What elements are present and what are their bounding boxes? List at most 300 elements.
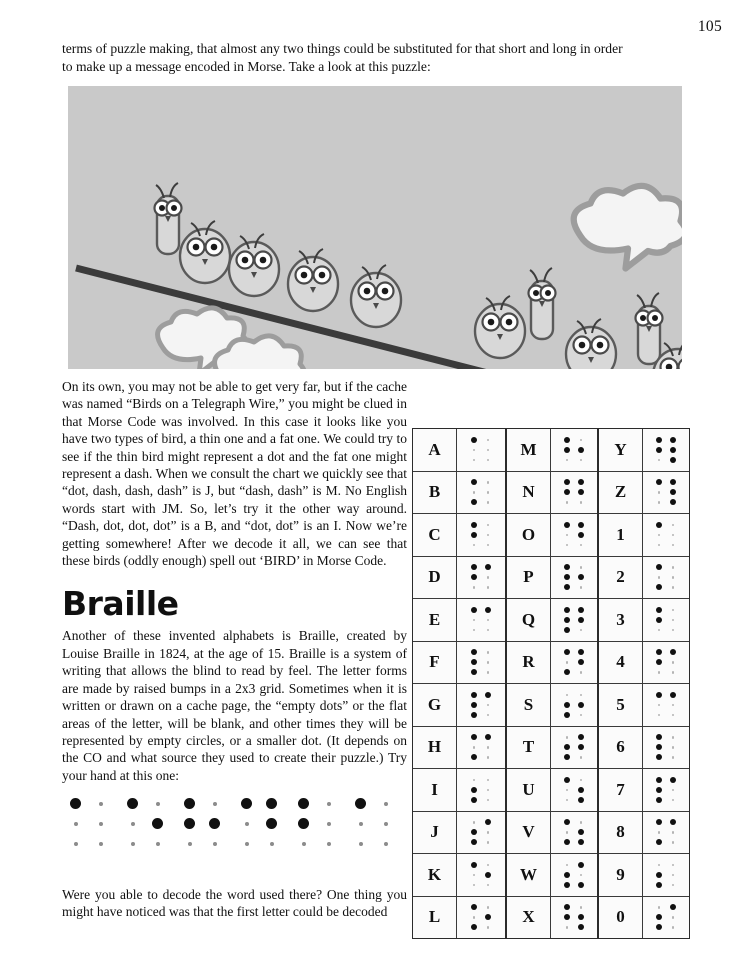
closing-paragraph: Were you able to decode the word used there? One thing you might have noticed was that the first letter could be decoded: [62, 887, 407, 920]
braille-dot-raised: [209, 818, 220, 829]
chart-letter-label: E: [413, 599, 457, 641]
braille-dot-flat: [213, 802, 217, 806]
chart-letter-label: 6: [599, 727, 643, 769]
braille-dot-raised: [471, 669, 477, 675]
braille-dot-flat: [672, 609, 675, 612]
braille-dot-raised: [578, 839, 584, 845]
chart-braille-cell-R: [564, 649, 584, 675]
braille-dot-flat: [580, 501, 583, 504]
braille-dot-raised: [471, 787, 477, 793]
braille-dot-flat: [487, 629, 490, 632]
braille-dot-raised: [656, 914, 662, 920]
chart-letter-label: C: [413, 514, 457, 556]
braille-dot-flat: [672, 524, 675, 527]
left-text-column: [62, 378, 407, 784]
braille-dot-flat: [580, 756, 583, 759]
chart-row-S: [507, 683, 597, 726]
chart-letter-label: J: [413, 812, 457, 854]
braille-dot-raised: [656, 872, 662, 878]
braille-dot-flat: [188, 842, 192, 846]
braille-dot-flat: [473, 884, 476, 887]
braille-dot-raised: [564, 839, 570, 845]
chart-row-O: [507, 513, 597, 556]
chart-row-N: [507, 471, 597, 514]
chart-letter-label: 1: [599, 514, 643, 556]
chart-braille-cell-9: [656, 862, 676, 888]
braille-dot-raised: [670, 692, 676, 698]
braille-dot-flat: [658, 534, 661, 537]
braille-dot-flat: [74, 822, 78, 826]
page-number: 105: [697, 18, 722, 35]
chart-letter-label: X: [507, 897, 551, 939]
chart-row-J: [413, 811, 505, 854]
braille-dot-flat: [658, 629, 661, 632]
puzzle-braille-cell-2: [127, 798, 163, 849]
chart-braille-cell-0: [656, 904, 676, 930]
braille-dot-raised: [656, 659, 662, 665]
chart-letter-label: P: [507, 557, 551, 599]
chart-braille-cell-A: [471, 437, 491, 463]
braille-dot-raised: [656, 744, 662, 750]
braille-dot-flat: [672, 576, 675, 579]
braille-dot-flat: [566, 789, 569, 792]
braille-dot-raised: [564, 617, 570, 623]
braille-dot-flat: [672, 916, 675, 919]
braille-dot-raised: [564, 904, 570, 910]
braille-dot-flat: [473, 586, 476, 589]
braille-dot-raised: [578, 522, 584, 528]
braille-dot-raised: [578, 914, 584, 920]
chart-column-3: [597, 429, 689, 938]
braille-paragraph: Another of these invented alphabets is Braille, created by Louise Braille in 1824, at the age of 15. Braille is a system of writing that allows the blind to read by feel. The letter forms are made by raised bumps in a 2x3 grid. Sometimes when it is written or drawn on a cache page, the “empty dots” or the flat areas of the letter, will be blank, and other times they will be represented by empty circles, or a smaller dot. (It depends on the CO and what source they used to create their puzzle.) Try your hand at this one:: [62, 628, 407, 783]
chart-braille-pattern: [457, 854, 505, 896]
braille-dot-raised: [184, 818, 195, 829]
braille-dot-flat: [566, 694, 569, 697]
chart-letter-label: G: [413, 684, 457, 726]
braille-dot-raised: [578, 479, 584, 485]
braille-dot-raised: [578, 649, 584, 655]
chart-column-2: [505, 429, 597, 938]
braille-dot-flat: [74, 842, 78, 846]
braille-dot-raised: [656, 649, 662, 655]
braille-dot-flat: [672, 789, 675, 792]
chart-braille-pattern: [643, 429, 689, 471]
braille-dot-flat: [99, 802, 103, 806]
chart-letter-label: V: [507, 812, 551, 854]
braille-dot-flat: [672, 544, 675, 547]
chart-braille-pattern: [643, 769, 689, 811]
braille-dot-flat: [131, 822, 135, 826]
chart-braille-cell-D: [471, 564, 491, 590]
braille-dot-raised: [485, 734, 491, 740]
braille-dot-raised: [564, 712, 570, 718]
chart-braille-pattern: [551, 599, 597, 641]
chart-letter-label: O: [507, 514, 551, 556]
braille-dot-raised: [578, 797, 584, 803]
chart-letter-label: H: [413, 727, 457, 769]
braille-dot-flat: [487, 906, 490, 909]
braille-dot-flat: [487, 544, 490, 547]
chart-letter-label: 3: [599, 599, 643, 641]
braille-dot-flat: [156, 842, 160, 846]
chart-letter-label: 0: [599, 897, 643, 939]
braille-dot-raised: [564, 754, 570, 760]
braille-dot-raised: [564, 882, 570, 888]
braille-dot-raised: [656, 584, 662, 590]
braille-dot-raised: [471, 437, 477, 443]
chart-braille-pattern: [457, 642, 505, 684]
braille-dot-flat: [487, 491, 490, 494]
braille-dot-raised: [471, 649, 477, 655]
chart-braille-cell-M: [564, 437, 584, 463]
braille-dot-flat: [487, 671, 490, 674]
braille-dot-raised: [578, 574, 584, 580]
braille-dot-raised: [485, 819, 491, 825]
braille-dot-raised: [656, 787, 662, 793]
braille-dot-flat: [672, 671, 675, 674]
braille-dot-flat: [580, 779, 583, 782]
braille-dot-raised: [564, 447, 570, 453]
braille-dot-raised: [241, 798, 252, 809]
braille-dot-raised: [578, 489, 584, 495]
chart-row-1: [599, 513, 689, 556]
chart-letter-label: 5: [599, 684, 643, 726]
chart-braille-pattern: [643, 812, 689, 854]
braille-dot-flat: [672, 714, 675, 717]
chart-braille-cell-Z: [656, 479, 676, 505]
chart-braille-cell-1: [656, 522, 676, 548]
bird-fat-6: [566, 319, 616, 369]
braille-dot-flat: [359, 842, 363, 846]
braille-dot-raised: [578, 882, 584, 888]
chart-braille-pattern: [551, 897, 597, 939]
braille-dot-raised: [564, 669, 570, 675]
braille-dot-raised: [656, 754, 662, 760]
braille-dot-flat: [487, 841, 490, 844]
braille-alphabet-chart: [412, 428, 690, 939]
braille-dot-raised: [471, 499, 477, 505]
chart-braille-pattern: [551, 514, 597, 556]
bird-fat-4: [351, 265, 401, 327]
braille-dot-flat: [658, 576, 661, 579]
braille-dot-raised: [564, 914, 570, 920]
chart-letter-label: L: [413, 897, 457, 939]
braille-dot-raised: [578, 617, 584, 623]
chart-braille-cell-5: [656, 692, 676, 718]
chart-braille-cell-2: [656, 564, 676, 590]
braille-dot-flat: [487, 576, 490, 579]
chart-braille-pattern: [551, 769, 597, 811]
bird-thin-3: [636, 293, 663, 364]
braille-dot-raised: [564, 744, 570, 750]
chart-letter-label: Z: [599, 472, 643, 514]
braille-dot-flat: [487, 501, 490, 504]
chart-row-W: [507, 853, 597, 896]
braille-dot-raised: [656, 479, 662, 485]
braille-dot-flat: [487, 619, 490, 622]
braille-dot-flat: [672, 619, 675, 622]
braille-dot-raised: [564, 872, 570, 878]
intro-paragraph: terms of puzzle making, that almost any two things could be substituted for that short and long in order to make up a message encoded in Morse. Take a look at this puzzle:: [62, 41, 623, 74]
braille-dot-flat: [487, 704, 490, 707]
chart-row-P: [507, 556, 597, 599]
chart-braille-pattern: [457, 557, 505, 599]
braille-dot-raised: [471, 522, 477, 528]
braille-dot-raised: [578, 829, 584, 835]
braille-dot-raised: [564, 522, 570, 528]
braille-dot-raised: [471, 862, 477, 868]
braille-dot-flat: [487, 789, 490, 792]
braille-dot-flat: [213, 842, 217, 846]
birds-on-a-telegraph-wire-illustration: [68, 86, 682, 369]
chart-row-Z: [599, 471, 689, 514]
braille-dot-raised: [564, 584, 570, 590]
braille-dot-flat: [473, 459, 476, 462]
braille-dot-flat: [487, 799, 490, 802]
braille-dot-raised: [564, 649, 570, 655]
braille-dot-flat: [270, 842, 274, 846]
chart-braille-pattern: [457, 599, 505, 641]
braille-dot-raised: [656, 692, 662, 698]
chart-braille-cell-L: [471, 904, 491, 930]
braille-dot-flat: [473, 544, 476, 547]
chart-letter-label: T: [507, 727, 551, 769]
braille-dot-raised: [471, 607, 477, 613]
braille-dot-flat: [384, 822, 388, 826]
braille-dot-flat: [672, 841, 675, 844]
chart-braille-pattern: [643, 854, 689, 896]
braille-dot-raised: [471, 659, 477, 665]
chart-braille-pattern: [643, 684, 689, 726]
braille-dot-flat: [672, 874, 675, 877]
braille-dot-flat: [658, 906, 661, 909]
braille-dot-raised: [127, 798, 138, 809]
chart-braille-pattern: [457, 514, 505, 556]
chart-braille-pattern: [551, 727, 597, 769]
puzzle-braille-cell-5: [298, 798, 334, 849]
chart-braille-cell-3: [656, 607, 676, 633]
braille-dot-flat: [580, 874, 583, 877]
braille-dot-flat: [672, 884, 675, 887]
braille-dot-flat: [658, 864, 661, 867]
braille-dot-flat: [327, 842, 331, 846]
braille-dot-raised: [578, 447, 584, 453]
braille-dot-raised: [578, 787, 584, 793]
chart-braille-cell-F: [471, 649, 491, 675]
chart-row-V: [507, 811, 597, 854]
braille-dot-raised: [471, 734, 477, 740]
chart-braille-cell-8: [656, 819, 676, 845]
chart-braille-cell-I: [471, 777, 491, 803]
braille-dot-flat: [580, 586, 583, 589]
braille-dot-flat: [566, 501, 569, 504]
chart-braille-pattern: [643, 557, 689, 599]
braille-dot-raised: [471, 564, 477, 570]
braille-dot-flat: [658, 704, 661, 707]
braille-dot-flat: [156, 802, 160, 806]
chart-row-L: [413, 896, 505, 939]
braille-dot-raised: [471, 532, 477, 538]
chart-row-E: [413, 598, 505, 641]
chart-row-Y: [599, 429, 689, 471]
chart-letter-label: U: [507, 769, 551, 811]
braille-dot-raised: [564, 489, 570, 495]
braille-dot-raised: [670, 649, 676, 655]
braille-dot-flat: [327, 822, 331, 826]
braille-dot-raised: [656, 437, 662, 443]
braille-dot-flat: [487, 779, 490, 782]
braille-dot-flat: [672, 566, 675, 569]
chart-row-D: [413, 556, 505, 599]
braille-dot-flat: [672, 704, 675, 707]
braille-dot-flat: [99, 822, 103, 826]
braille-dot-raised: [471, 904, 477, 910]
braille-dot-flat: [580, 566, 583, 569]
braille-dot-raised: [266, 798, 277, 809]
chart-braille-pattern: [643, 727, 689, 769]
braille-dot-raised: [471, 712, 477, 718]
braille-dot-flat: [487, 756, 490, 759]
braille-dot-raised: [656, 924, 662, 930]
chart-row-0: [599, 896, 689, 939]
braille-dot-flat: [473, 746, 476, 749]
chart-row-6: [599, 726, 689, 769]
chart-braille-pattern: [457, 472, 505, 514]
chart-letter-label: M: [507, 429, 551, 471]
chart-letter-label: 2: [599, 557, 643, 599]
chart-braille-cell-O: [564, 522, 584, 548]
braille-dot-flat: [473, 874, 476, 877]
chart-row-9: [599, 853, 689, 896]
braille-dot-flat: [672, 736, 675, 739]
braille-dot-flat: [359, 822, 363, 826]
braille-dot-raised: [298, 818, 309, 829]
braille-dot-raised: [564, 564, 570, 570]
braille-dot-raised: [578, 862, 584, 868]
braille-dot-raised: [670, 904, 676, 910]
braille-dot-raised: [670, 457, 676, 463]
chart-braille-cell-E: [471, 607, 491, 633]
chart-braille-cell-H: [471, 734, 491, 760]
chart-braille-pattern: [457, 727, 505, 769]
bird-thin-1: [155, 183, 182, 254]
braille-dot-raised: [485, 914, 491, 920]
braille-dot-raised: [152, 818, 163, 829]
braille-dot-flat: [658, 501, 661, 504]
chart-letter-label: 7: [599, 769, 643, 811]
braille-dot-flat: [245, 842, 249, 846]
chart-braille-pattern: [643, 897, 689, 939]
puzzle-braille-cell-6: [355, 798, 391, 849]
braille-dot-raised: [266, 818, 277, 829]
braille-heading: Braille: [62, 584, 179, 624]
braille-dot-raised: [578, 924, 584, 930]
chart-row-C: [413, 513, 505, 556]
braille-dot-flat: [473, 491, 476, 494]
morse-paragraph: On its own, you may not be able to get very far, but if the cache was named “Birds on a Telegraph Wire,” you might be clued in that Morse Code was involved. In this case it looks like you have two types of bird, a thin one and a fat one. We could try to see if the thin bird might represent a dot and the fat one might represent a dash. When we consult the chart we quickly see that “dot, dash, dash, dash” is J, but “dash, dash” is M. No English words start with JM. So, let’s try it the other way around. “Dash, dot, dot, dot” is a B, and “dot, dot” is an I. Now we’re getting somewhere! After we decode it all, we can see that these birds (oddly enough) spell out ‘BIRD’ in Morse Code.: [62, 379, 407, 569]
chart-row-F: [413, 641, 505, 684]
puzzle-braille-cell-4: [241, 798, 277, 849]
braille-dot-flat: [566, 459, 569, 462]
braille-dot-flat: [672, 864, 675, 867]
chart-row-X: [507, 896, 597, 939]
braille-dot-flat: [566, 544, 569, 547]
puzzle-braille-cell-3: [184, 798, 220, 849]
chart-letter-label: B: [413, 472, 457, 514]
chart-braille-pattern: [643, 599, 689, 641]
braille-dot-raised: [485, 872, 491, 878]
braille-dot-flat: [487, 714, 490, 717]
chart-braille-pattern: [551, 472, 597, 514]
chart-row-H: [413, 726, 505, 769]
chart-braille-pattern: [457, 429, 505, 471]
chart-braille-pattern: [643, 642, 689, 684]
chart-column-1: [413, 429, 505, 938]
braille-dot-raised: [471, 754, 477, 760]
chart-letter-label: K: [413, 854, 457, 896]
braille-dot-raised: [564, 479, 570, 485]
braille-dot-flat: [566, 661, 569, 664]
braille-dot-flat: [473, 629, 476, 632]
braille-dot-flat: [245, 822, 249, 826]
chart-braille-pattern: [551, 812, 597, 854]
chart-row-5: [599, 683, 689, 726]
chart-braille-pattern: [551, 684, 597, 726]
braille-dot-flat: [672, 661, 675, 664]
braille-dot-raised: [471, 839, 477, 845]
braille-dot-raised: [471, 574, 477, 580]
braille-dot-flat: [658, 459, 661, 462]
braille-dot-raised: [564, 777, 570, 783]
chart-braille-cell-6: [656, 734, 676, 760]
braille-dot-flat: [658, 544, 661, 547]
braille-dot-raised: [670, 499, 676, 505]
chart-braille-cell-K: [471, 862, 491, 888]
braille-dot-flat: [658, 491, 661, 494]
braille-dot-raised: [355, 798, 366, 809]
braille-dot-flat: [487, 746, 490, 749]
chart-row-3: [599, 598, 689, 641]
braille-dot-raised: [298, 798, 309, 809]
chart-braille-cell-G: [471, 692, 491, 718]
chart-letter-label: R: [507, 642, 551, 684]
chart-row-8: [599, 811, 689, 854]
braille-dot-flat: [580, 821, 583, 824]
braille-dot-raised: [564, 574, 570, 580]
braille-dot-raised: [578, 607, 584, 613]
braille-puzzle-row: [70, 798, 448, 849]
chart-letter-label: S: [507, 684, 551, 726]
chart-letter-label: A: [413, 429, 457, 471]
chart-braille-pattern: [457, 897, 505, 939]
chart-braille-pattern: [457, 684, 505, 726]
braille-dot-raised: [184, 798, 195, 809]
braille-dot-raised: [471, 797, 477, 803]
braille-dot-flat: [384, 802, 388, 806]
braille-dot-raised: [670, 489, 676, 495]
chart-braille-pattern: [457, 812, 505, 854]
braille-dot-flat: [580, 694, 583, 697]
chart-braille-cell-Y: [656, 437, 676, 463]
braille-dot-flat: [473, 619, 476, 622]
chart-braille-cell-T: [564, 734, 584, 760]
chart-braille-pattern: [457, 769, 505, 811]
braille-dot-raised: [471, 692, 477, 698]
braille-dot-raised: [471, 702, 477, 708]
cloud-1: [574, 186, 682, 269]
chart-row-K: [413, 853, 505, 896]
chart-row-2: [599, 556, 689, 599]
